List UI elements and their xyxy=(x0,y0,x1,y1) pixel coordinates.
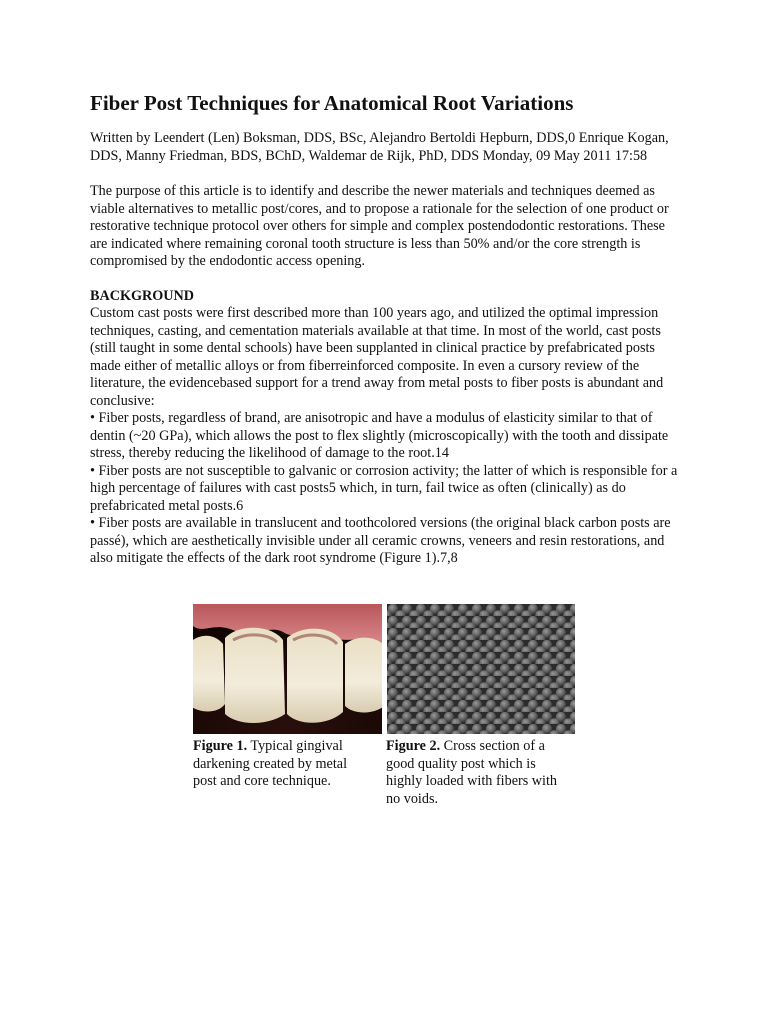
figures-row xyxy=(193,604,581,734)
bullet-item: • Fiber posts are available in translucent and toothcolored versions (the original black carbon posts are passé), which are aesthetically invisible under all ceramic crowns, veneers and resin restorations, and also mitigate the effects of the dark root syndrome (Figure 1).7,8 xyxy=(90,515,671,566)
byline: Written by Leendert (Len) Boksman, DDS, BSc, Alejandro Bertoldi Hepburn, DDS,0 Enrique Kogan, DDS, Manny Friedman, BDS, BChD, Waldemar de Rijk, PhD, DDS Monday, 09 May 2011 17:58 xyxy=(90,130,669,164)
figure-1-label: Figure 1. xyxy=(193,738,248,754)
figure-2-caption xyxy=(386,738,568,808)
bullet-item: • Fiber posts, regardless of brand, are anisotropic and have a modulus of elasticity similar to that of dentin (~20 GPa), which allows the post to flex slightly (microscopically) with the tooth and dissipate stress, thereby reducing the likelihood of damage to the root.14 xyxy=(90,410,669,461)
intro-paragraph: The purpose of this article is to identify and describe the newer materials and techniques deemed as viable alternatives to metallic post/cores, and to propose a rationale for the selection of one product or restorative technique protocol over others for simple and complex postendodontic restorations. These are indicated where remaining coronal tooth structure is less than 50% and/or the core strength is compromised by the endodontic access opening. xyxy=(90,183,669,269)
figure-1-caption-text: Typical gingival darkening created by metal post and core technique. xyxy=(193,738,348,789)
fiber-cross-section-photo-icon xyxy=(387,604,575,734)
teeth-photo-icon xyxy=(193,604,382,734)
section-heading: BACKGROUND xyxy=(90,287,195,304)
figure-2-image xyxy=(387,604,575,734)
figure-1-image xyxy=(193,604,382,734)
article xyxy=(90,90,680,568)
figure-2-caption-text: Cross section of a good quality post which is highly loaded with fibers with no voids. xyxy=(386,738,558,807)
bullet-item: • Fiber posts are not susceptible to galvanic or corrosion activity; the latter of which is responsible for a high percentage of failures with cast posts5 which, in turn, fail twice as often (clinically) as do prefabricated metal posts.6 xyxy=(90,462,678,514)
background-paragraph: Custom cast posts were first described more than 100 years ago, and utilized the optimal impression techniques, casting, and cementation materials available at that time. In most of the world, cast posts (still taught in some dental schools) have been supplanted in clinical practice by prefabricated posts made either of metallic alloys or from fiberreinforced composite. In even a cursory review of the literature, the evidencebased support for a trend away from metal posts to fiber posts is abundant and conclusive: xyxy=(90,305,664,409)
figure-2-label: Figure 2. xyxy=(386,738,441,754)
figure-1-caption xyxy=(193,738,368,791)
article-title: Fiber Post Techniques for Anatomical Root Variations xyxy=(90,91,574,115)
